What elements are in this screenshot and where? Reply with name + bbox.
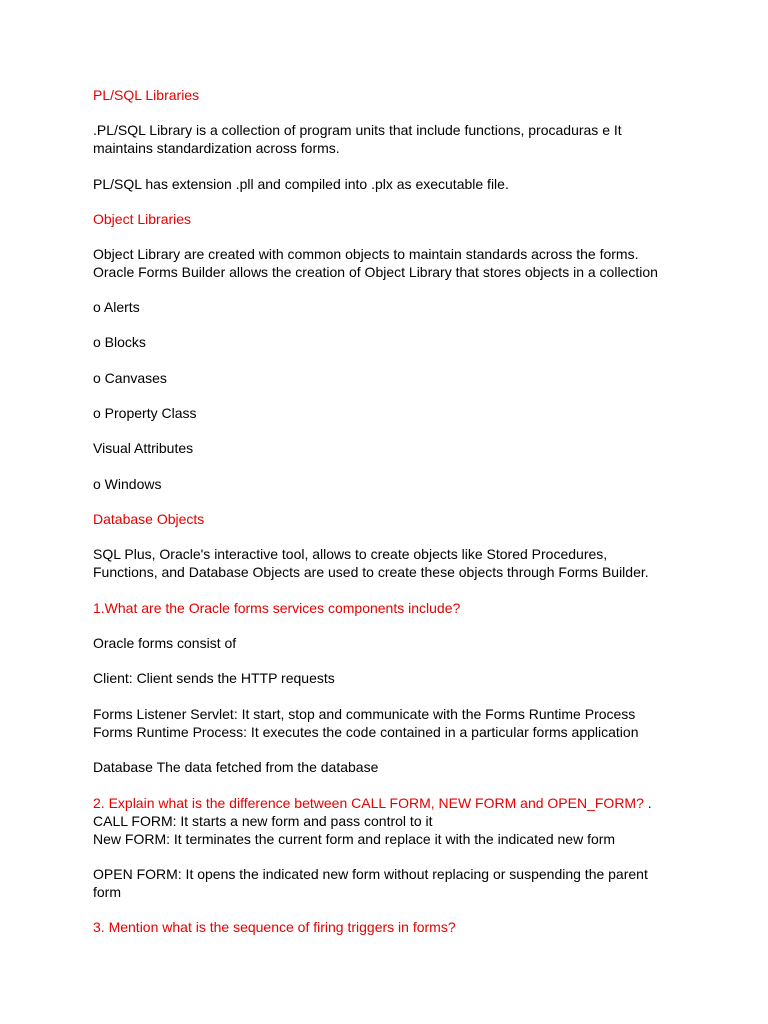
database-description: Database The data fetched from the database — [93, 759, 379, 775]
plsql-library-description-line: .PL/SQL Library is a collection of program units that include functions, procaduras e It — [93, 122, 622, 138]
plsql-library-description-line: maintains standardization across forms. — [93, 140, 340, 156]
list-item-property-class: o Property Class — [93, 405, 197, 421]
call-new-open-form-section — [93, 794, 693, 848]
heading-plsql-libraries: PL/SQL Libraries — [93, 87, 200, 103]
question-forms-services-components: 1.What are the Oracle forms services components include? — [93, 600, 461, 616]
open-form-description-line: OPEN FORM: It opens the indicated new form without replacing or suspending the parent — [93, 866, 648, 882]
list-item-windows: o Windows — [93, 476, 162, 492]
heading-object-libraries: Object Libraries — [93, 211, 192, 227]
client-description: Client: Client sends the HTTP requests — [93, 670, 335, 686]
question-call-new-open-form-line — [93, 794, 693, 812]
sqlplus-description — [93, 545, 693, 581]
forms-components-description — [93, 705, 693, 741]
object-library-description-line: Object Library are created with common objects to maintain standards across the forms. — [93, 246, 639, 262]
question-trigger-firing-sequence: 3. Mention what is the sequence of firing triggers in forms? — [93, 919, 456, 935]
question-trailing-period: . — [643, 795, 652, 811]
listener-servlet-description: Forms Listener Servlet: It start, stop and communicate with the Forms Runtime Process — [93, 706, 636, 722]
open-form-description-line: form — [93, 884, 121, 900]
list-item-canvases: o Canvases — [93, 370, 167, 386]
sqlplus-description-line: SQL Plus, Oracle's interactive tool, allows to create objects like Stored Procedures, — [93, 546, 608, 562]
sqlplus-description-line: Functions, and Database Objects are used to create these objects through Forms Builder. — [93, 564, 649, 580]
object-library-description-line: Oracle Forms Builder allows the creation of Object Library that stores objects in a collection — [93, 264, 658, 280]
question-call-new-open-form: 2. Explain what is the difference between CALL FORM, NEW FORM and OPEN_FORM? — [93, 795, 644, 811]
runtime-process-description: Forms Runtime Process: It executes the code contained in a particular forms application — [93, 724, 639, 740]
plsql-extension-text: PL/SQL has extension .pll and compiled into .plx as executable file. — [93, 176, 509, 192]
list-item-visual-attributes: Visual Attributes — [93, 440, 194, 456]
list-item-alerts: o Alerts — [93, 299, 140, 315]
forms-consist-of-text: Oracle forms consist of — [93, 635, 237, 651]
call-form-description: CALL FORM: It starts a new form and pass control to it — [93, 813, 433, 829]
open-form-description — [93, 865, 693, 901]
object-library-description — [93, 245, 693, 281]
heading-database-objects: Database Objects — [93, 511, 205, 527]
plsql-library-description — [93, 121, 693, 157]
new-form-description: New FORM: It terminates the current form and replace it with the indicated new form — [93, 831, 616, 847]
list-item-blocks: o Blocks — [93, 334, 146, 350]
